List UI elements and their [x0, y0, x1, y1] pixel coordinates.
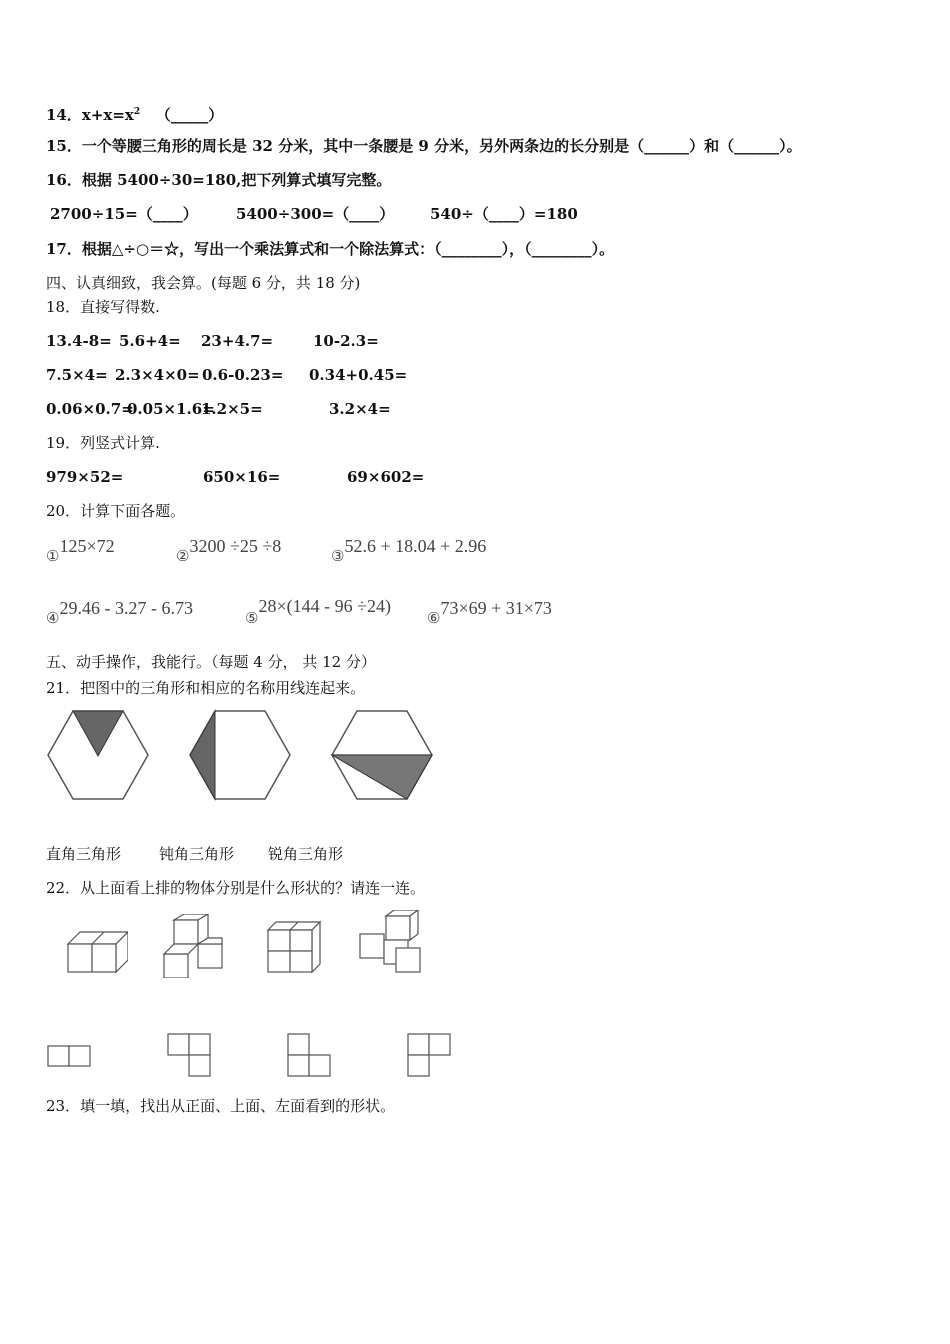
q20-expr: 125×72 — [59, 536, 115, 556]
hexagon-figure-2 — [188, 708, 292, 802]
top-view-shape-a — [46, 1044, 92, 1068]
q18-item: 23+4.7= — [201, 332, 274, 350]
q18-title: 18．直接写得数. — [46, 298, 160, 316]
cube-figure-3 — [264, 918, 322, 974]
q18-item: 2.3×4×0= — [115, 366, 200, 384]
q18-item: 1.2×5= — [201, 400, 263, 418]
q20-expr: 52.6 + 18.04 + 2.96 — [344, 536, 487, 556]
q14-text: 14．x+x=x — [46, 106, 134, 124]
q21-title: 21．把图中的三角形和相应的名称用线连起来。 — [46, 679, 366, 697]
q16-item-1: 2700÷15=（____） — [50, 205, 198, 223]
hexagon-figure-1 — [46, 708, 150, 802]
section5-heading: 五、动手操作，我能行。（每题 4 分， 共 12 分） — [46, 653, 376, 671]
q18-item: 0.6-0.23= — [202, 366, 284, 384]
q18-item: 13.4-8= — [46, 332, 112, 350]
q20-item-1 — [46, 536, 115, 565]
q23-title: 23．填一填，找出从正面、上面、左面看到的形状。 — [46, 1097, 396, 1115]
top-view-shape-c — [286, 1032, 332, 1078]
q20-item-5 — [245, 596, 391, 627]
q20-item-6 — [427, 598, 552, 627]
q20-expr: 73×69 + 31×73 — [440, 598, 552, 618]
q18-item: 0.06×0.7= — [46, 400, 134, 418]
q20-num: ⑥ — [427, 609, 441, 627]
q20-item-4 — [46, 598, 193, 627]
q14-blank: （_____） — [155, 106, 224, 124]
cube-figure-2 — [160, 914, 226, 978]
q20-title: 20．计算下面各题。 — [46, 502, 186, 520]
label-acute-triangle: 锐角三角形 — [268, 845, 344, 863]
top-view-shape-b — [166, 1032, 212, 1078]
hexagon-figure-3 — [330, 708, 434, 802]
q16-item-3: 540÷（____）=180 — [430, 205, 578, 223]
q19-title: 19．列竖式计算. — [46, 434, 160, 452]
q20-item-2 — [176, 536, 282, 565]
q18-item: 5.6+4= — [119, 332, 181, 350]
section4-heading: 四、认真细致，我会算。(每题 6 分，共 18 分) — [46, 274, 361, 292]
q18-item: 3.2×4= — [329, 400, 391, 418]
q20-expr: 3200 ÷25 ÷8 — [189, 536, 282, 556]
q20-expr: 28×(144 - 96 ÷24) — [258, 596, 391, 616]
q20-num: ③ — [331, 547, 345, 565]
q14 — [46, 102, 223, 125]
q19-item: 69×602= — [347, 468, 425, 486]
q14-sup: 2 — [133, 107, 141, 117]
cube-figure-4 — [356, 910, 422, 974]
q18-item: 10-2.3= — [313, 332, 379, 350]
q16-item-2: 5400÷300=（____） — [236, 205, 395, 223]
q15: 15．一个等腰三角形的周长是 32 分米，其中一条腰是 9 分米，另外两条边的长分别是（______）和（______）。 — [46, 137, 802, 155]
q20-item-3 — [331, 536, 487, 565]
top-view-shape-d — [406, 1032, 452, 1078]
q22-title: 22．从上面看上排的物体分别是什么形状的？请连一连。 — [46, 879, 426, 897]
cube-figure-1 — [66, 928, 128, 976]
q20-num: ⑤ — [245, 609, 259, 627]
q20-num: ② — [176, 547, 190, 565]
q19-item: 650×16= — [203, 468, 281, 486]
q20-num: ④ — [46, 609, 60, 627]
q18-item: 7.5×4= — [46, 366, 108, 384]
q20-num: ① — [46, 547, 60, 565]
q16: 16．根据 5400÷30=180,把下列算式填写完整。 — [46, 171, 392, 189]
q17: 17．根据△÷○＝☆，写出一个乘法算式和一个除法算式：（________），（________）。 — [46, 240, 615, 258]
label-obtuse-triangle: 钝角三角形 — [159, 845, 235, 863]
q18-item: 0.34+0.45= — [309, 366, 408, 384]
label-right-triangle: 直角三角形 — [46, 845, 122, 863]
q18-item: 0.05×1.6= — [127, 400, 215, 418]
q20-expr: 29.46 - 3.27 - 6.73 — [59, 598, 193, 618]
q19-item: 979×52= — [46, 468, 124, 486]
